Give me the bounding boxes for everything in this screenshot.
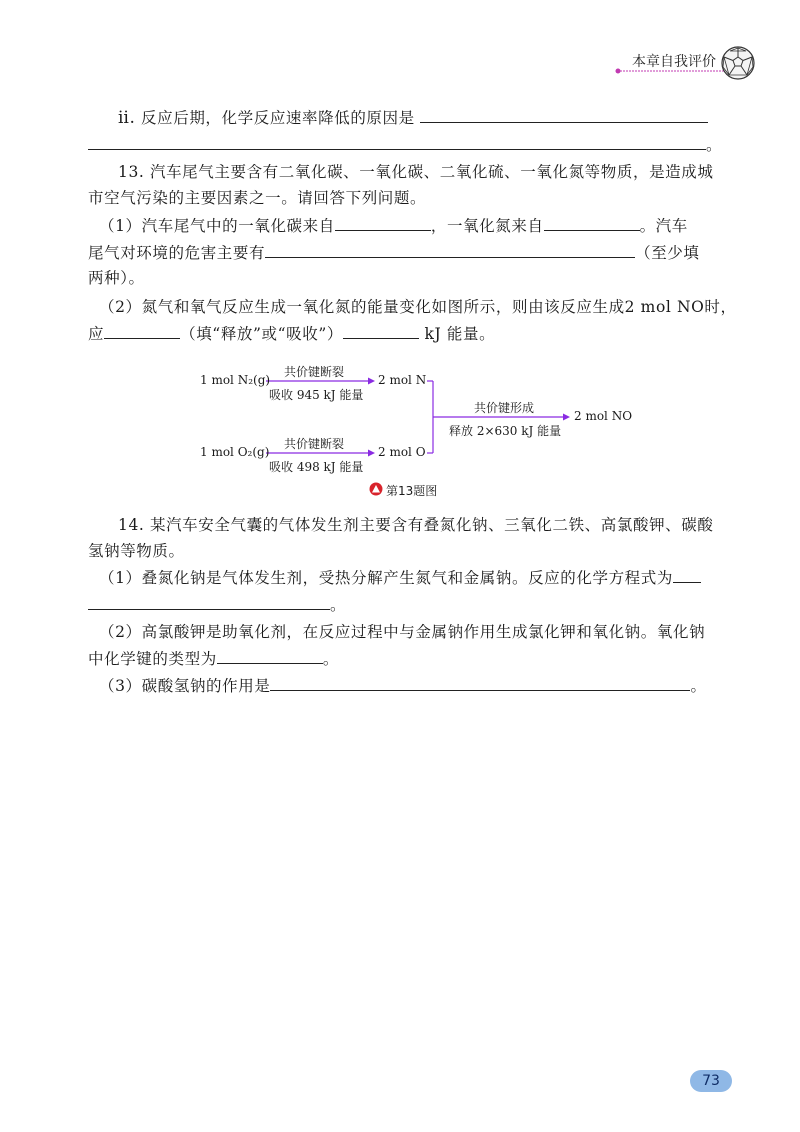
diagram-arrows — [0, 0, 800, 520]
n2-absorb-label: 吸收 945 kJ 能量 — [269, 388, 364, 402]
n2-start: 1 mol N₂(g) — [200, 373, 271, 387]
q12-end-mark: 。 — [706, 136, 723, 154]
o2-absorb-label: 吸收 498 kJ 能量 — [269, 460, 364, 474]
answer-blank-bicarbonate-role[interactable] — [270, 675, 690, 691]
o2-break-label: 共价键断裂 — [284, 437, 345, 451]
chapter-title: 本章自我评价 — [632, 54, 716, 70]
q14-p3-text: （3）碳酸氢钠的作用是 — [99, 677, 271, 695]
q14-p1-end: 。 — [330, 596, 347, 614]
answer-blank-equation-a[interactable] — [673, 567, 701, 583]
page-number: 73 — [690, 1070, 732, 1092]
release-label: 释放 2×630 kJ 能量 — [449, 424, 562, 438]
q12-sub-ii-text: 反应后期，化学反应速率降低的原因是 — [141, 109, 415, 127]
q14-p1-line2 — [88, 594, 346, 615]
form-label: 共价键形成 — [474, 401, 535, 415]
q13-p1-text-a: （1）汽车尾气中的一氧化碳来自 — [99, 217, 335, 235]
n-atoms: 2 mol N — [378, 373, 427, 387]
q14-p2-end: 。 — [322, 650, 339, 668]
answer-blank-bond-type[interactable] — [217, 648, 323, 664]
q14-p1-line1 — [99, 567, 701, 588]
q13-p1-text-e: （至少填 — [635, 244, 700, 262]
q13-intro-line2: 市空气污染的主要因素之一。请回答下列问题。 — [88, 189, 427, 207]
q13-intro-line1: 13. 汽车尾气主要含有二氧化碳、一氧化碳、二氧化硫、一氧化氮等物质，是造成城 — [118, 163, 714, 181]
q12-sub-ii-label: ⅱ. — [118, 108, 136, 128]
q14-p3-end: 。 — [690, 677, 707, 695]
o2-break-arrowhead — [368, 450, 375, 457]
o-atoms: 2 mol O — [378, 445, 426, 459]
q14-p3-line1 — [99, 675, 707, 696]
q13-p1-line3: 两种）。 — [88, 269, 145, 287]
q13-p1-text-b: ，一氧化氮来自 — [430, 217, 544, 235]
answer-blank-equation-b[interactable] — [88, 594, 330, 610]
q13-p2-text-a: 应 — [88, 325, 105, 343]
o2-start: 1 mol O₂(g) — [200, 445, 270, 459]
q14-p2-text: 中化学键的类型为 — [88, 650, 217, 668]
q13-p1-text-d: 尾气对环境的危害主要有 — [88, 244, 266, 262]
n2-break-arrowhead — [368, 378, 375, 385]
q14-p2-line2 — [88, 648, 339, 669]
q13-p1-text-c: 。汽车 — [639, 217, 688, 235]
q13-p2-text-c: kJ 能量。 — [424, 325, 496, 343]
diagram-caption: 第13题图 — [386, 484, 438, 498]
q14-p1-text: （1）叠氮化钠是气体发生剂，受热分解产生氮气和金属钠。反应的化学方程式为 — [99, 569, 673, 587]
form-arrowhead — [563, 414, 570, 421]
q13-p2-text-b: （填“释放”或“吸收”） — [180, 325, 344, 343]
q14-intro-line2: 氢钠等物质。 — [88, 542, 185, 560]
q14-p2-line1: （2）高氯酸钾是助氧化剂，在反应过程中与金属钠作用生成氯化钾和氧化钠。氧化钠 — [99, 623, 706, 641]
n2-break-label: 共价键断裂 — [284, 365, 345, 379]
q13-p2-line1: （2）氮气和氧气反应生成一氧化氮的能量变化如图所示，则由该反应生成2 mol NO时， — [99, 298, 737, 316]
product: 2 mol NO — [574, 409, 633, 423]
caption-triangle-icon — [369, 482, 383, 496]
q14-intro-line1: 14. 某汽车安全气囊的气体发生剂主要含有叠氮化钠、三氧化二铁、高氯酸钾、碳酸 — [118, 516, 714, 534]
